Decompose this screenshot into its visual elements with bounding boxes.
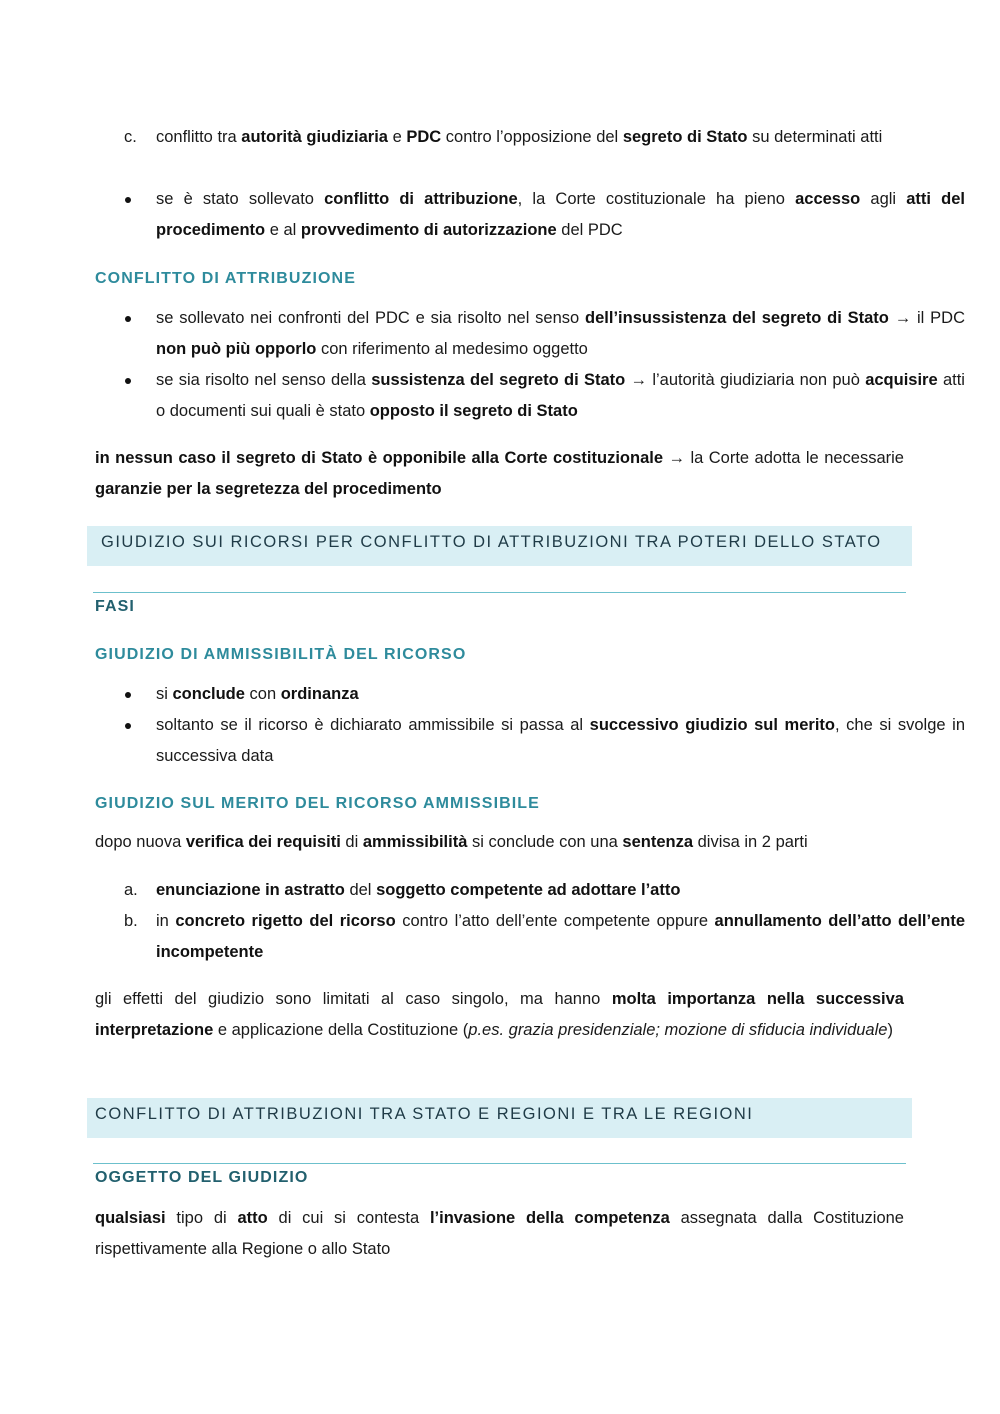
bold-run: acquisire — [865, 371, 938, 389]
text-run: tipo di — [165, 1209, 238, 1227]
bullet-icon — [125, 197, 131, 203]
bold-run: concreto rigetto del ricorso — [175, 912, 396, 930]
text-run: di — [340, 833, 363, 851]
text-run: agli — [860, 190, 907, 208]
paragraph — [95, 827, 904, 858]
text-run: conflitto tra — [156, 128, 242, 146]
text-run: assegnata dalla Costituzione rispettivamente alla Regione o allo Stato — [95, 1209, 904, 1258]
divider — [93, 592, 906, 593]
bullet-icon — [125, 316, 131, 322]
bold-run: provvedimento di autorizzazione — [300, 221, 557, 239]
text-run: e al — [265, 221, 301, 239]
bold-run: dell’insussistenza del segreto di Stato — [585, 309, 889, 327]
text-run: del — [344, 881, 377, 899]
text-run: con riferimento al medesimo oggetto — [316, 340, 588, 358]
list-marker: c. — [124, 128, 137, 146]
band-title: CONFLITTO DI ATTRIBUZIONI TRA STATO E REGIONI E TRA LE REGIONI — [95, 1105, 754, 1123]
text-run: del PDC — [556, 221, 623, 239]
text-run: , la Corte costituzionale ha pieno — [517, 190, 796, 208]
bold-run: successivo giudizio sul merito — [589, 716, 835, 734]
list-item — [95, 303, 965, 365]
bold-run: conflitto di attribuzione — [324, 190, 518, 208]
text-run: → l’autorità giudiziaria non può — [625, 371, 866, 389]
text-run: , che si svolge in successiva data — [156, 716, 965, 765]
text-run: con — [244, 685, 281, 703]
list-item — [95, 365, 965, 427]
text-run: ) — [887, 1021, 893, 1039]
text-run: se sollevato nei confronti del PDC e sia risolto nel senso — [156, 309, 586, 327]
list-marker: b. — [124, 912, 138, 930]
band-title: GIUDIZIO SUI RICORSI PER CONFLITTO DI ATTRIBUZIONI TRA POTERI DELLO STATO — [101, 533, 882, 551]
bold-run: conclude — [172, 685, 245, 703]
text-run: divisa in 2 parti — [693, 833, 808, 851]
bold-run: garanzie per la segretezza del procedimento — [95, 480, 442, 498]
bold-run: in nessun caso il segreto di Stato è opponibile alla Corte costituzionale — [95, 449, 664, 467]
list-marker: a. — [124, 881, 138, 899]
text-run: di cui si contesta — [267, 1209, 430, 1227]
bold-run: enunciazione in astratto — [156, 881, 345, 899]
bold-run: sussistenza del segreto di Stato — [371, 371, 626, 389]
list-item-c — [95, 122, 965, 153]
text-run: se è stato sollevato — [156, 190, 325, 208]
bold-run: molta importanza nella successiva interpretazione — [95, 990, 904, 1039]
list-item-attribuzione — [95, 184, 965, 246]
text-run: si — [156, 685, 173, 703]
text-run: e applicazione della Costituzione ( — [213, 1021, 469, 1039]
bold-run: autorità giudiziaria — [241, 128, 388, 146]
bold-run: non può più opporlo — [156, 340, 317, 358]
italic-run: p.es. grazia presidenziale; mozione di sfiducia individuale — [468, 1021, 888, 1039]
section-heading: FASI — [95, 598, 135, 615]
bullet-icon — [125, 723, 131, 729]
text-run: soltanto se il ricorso è dichiarato ammissibile si passa al — [156, 716, 590, 734]
bold-run: qualsiasi — [95, 1209, 166, 1227]
list-item — [95, 679, 965, 710]
list-item — [95, 906, 965, 968]
text-run: se sia risolto nel senso della — [156, 371, 372, 389]
section-heading: GIUDIZIO DI AMMISSIBILITÀ DEL RICORSO — [95, 646, 467, 663]
text-run: contro l’opposizione del — [441, 128, 623, 146]
text-run: atti o documenti sui quali è stato — [156, 371, 965, 420]
text-run: su determinati atti — [747, 128, 883, 146]
list-item — [95, 710, 965, 772]
text-run: dopo nuova — [95, 833, 186, 851]
bold-run: accesso — [795, 190, 861, 208]
bold-run: opposto il segreto di Stato — [369, 402, 578, 420]
bold-run: atto — [237, 1209, 268, 1227]
section-band — [87, 526, 912, 566]
section-heading: OGGETTO DEL GIUDIZIO — [95, 1169, 309, 1186]
bold-run: segreto di Stato — [622, 128, 748, 146]
bold-run: l’invasione della competenza — [429, 1209, 670, 1227]
text-run: contro l’atto dell’ente competente oppure — [395, 912, 715, 930]
text-run: gli effetti del giudizio sono limitati al caso singolo, ma hanno — [95, 990, 612, 1008]
list-item — [95, 875, 965, 906]
bold-run: PDC — [406, 128, 442, 146]
section-heading: CONFLITTO DI ATTRIBUZIONE — [95, 270, 356, 287]
bold-run: ammissibilità — [362, 833, 468, 851]
paragraph — [95, 1203, 904, 1265]
section-band — [87, 1098, 912, 1138]
bullet-icon — [125, 692, 131, 698]
bold-run: ordinanza — [280, 685, 359, 703]
text-run: e — [387, 128, 407, 146]
bullet-icon — [125, 378, 131, 384]
text-run: in — [156, 912, 176, 930]
paragraph — [95, 984, 904, 1046]
text-run: → la Corte adotta le necessarie — [663, 449, 904, 467]
paragraph — [95, 443, 904, 505]
bold-run: soggetto competente ad adottare l’atto — [376, 881, 681, 899]
text-run: → il PDC — [888, 309, 965, 327]
section-heading: GIUDIZIO SUL MERITO DEL RICORSO AMMISSIBILE — [95, 795, 540, 812]
bold-run: sentenza — [622, 833, 694, 851]
bold-run: verifica dei requisiti — [185, 833, 341, 851]
text-run: si conclude con una — [467, 833, 623, 851]
bold-run: annullamento dell’atto dell’ente incompetente — [156, 912, 965, 961]
bold-run: atti del procedimento — [156, 190, 965, 239]
